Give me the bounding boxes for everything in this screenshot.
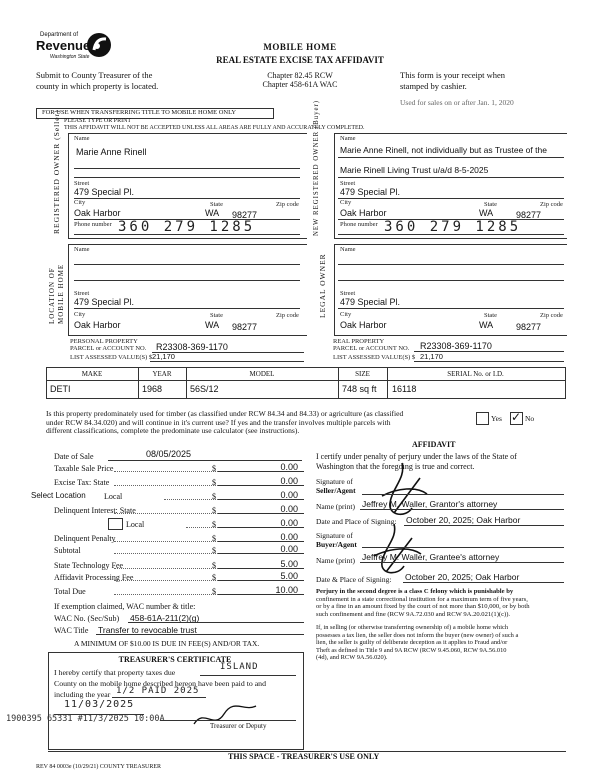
rp-line2: PARCEL or ACCOUNT NO. <box>333 345 410 352</box>
perjury-line3: or by a fine in an amount fixed by the court of not more than $10,000, or by both <box>316 603 530 610</box>
timber-text1: Is this property predominately used for timber (as classified under RCW 84.34 and 84.33) or agriculture (as classified <box>46 409 404 418</box>
year-hand: 1/2 PAID 2025 <box>116 686 200 696</box>
buyer-name-print-label: Name (print) <box>316 556 355 565</box>
sale-row-underline <box>218 527 304 528</box>
seller-zip: 98277 <box>232 210 258 220</box>
date-of-sale: 08/05/2025 <box>146 449 192 459</box>
sale-row-value: 5.00 <box>280 559 298 569</box>
used-for: Used for sales on or after Jan. 1, 2020 <box>400 98 514 107</box>
sale-row-dollar: $ <box>212 534 216 543</box>
legal-city: Oak Harbor <box>340 320 387 330</box>
sale-row-value: 0.00 <box>280 462 298 472</box>
location-zip: 98277 <box>232 322 258 332</box>
legal-state-label: State <box>484 312 497 319</box>
submit-line2: county in which property is located. <box>36 81 159 91</box>
sale-row-value: 0.00 <box>280 490 298 500</box>
perjury-line4: such confinement and fine (RCW 9A.72.030 and RCW 9A.20.021(1)(c)). <box>316 610 511 618</box>
legal-city-label: City <box>340 311 352 318</box>
sale-row-dollar: $ <box>212 573 216 582</box>
sale-row-label: Total Due <box>54 587 86 596</box>
chapter2: Chapter 458-61A WAC <box>262 80 338 89</box>
dept-line3: Washington State <box>50 54 90 60</box>
sale-row-underline <box>218 541 304 542</box>
buyer-phone-label: Phone number <box>340 221 378 228</box>
seller-street: 479 Special Pl. <box>74 187 135 197</box>
col-serial: SERIAL No. or I.D. <box>447 370 504 378</box>
sale-row-dollar: $ <box>212 506 216 515</box>
perjury-line2: confinement in a state correctional institution for a maximum term of five years, <box>316 595 528 603</box>
location-street-label: Street <box>74 290 90 297</box>
sale-row-value: 0.00 <box>280 532 298 542</box>
dept-line1: Department of <box>40 32 79 38</box>
lien-line2: possesses a tax lien, the seller does not inform the buyer (new owner) of such a <box>316 631 519 639</box>
seller-phone-label: Phone number <box>74 221 112 228</box>
lien-line3: lien, the seller is guilty of deliberate deception as it applies to Fraud and/or <box>316 639 508 646</box>
seller-name-label: Name <box>74 135 90 142</box>
lien-line1: If, in selling (or otherwise transferring ownership of) a mobile home which <box>316 624 509 631</box>
sale-row-dollar: $ <box>212 546 216 555</box>
sale-row-dollar: $ <box>212 520 216 529</box>
legal-state: WA <box>479 320 494 330</box>
location-state-label: State <box>210 312 223 319</box>
sale-row-label: Taxable Sale Price <box>54 464 114 473</box>
buyer-zip: 98277 <box>516 210 542 220</box>
cashier-stamp: 1900395 65331 #11/3/2025 10:00A <box>6 714 165 724</box>
buyer-city: Oak Harbor <box>340 208 387 218</box>
treasurer-title: TREASURER'S CERTIFICATE <box>118 655 232 664</box>
new-owner-label: NEW REGISTERED OWNER (Buyer) <box>313 99 320 236</box>
receipt-note <box>400 70 514 108</box>
buyer-street-label: Street <box>340 180 356 187</box>
county-hand: ISLAND <box>220 662 259 672</box>
use-when-text: FOR USE WHEN TRANSFERRING TITLE TO MOBILE HOME ONLY <box>42 108 237 116</box>
treasurer-text1: I hereby certify that property taxes due <box>54 668 176 677</box>
reg-owner-label: REGISTERED OWNER (Seller) <box>52 109 61 234</box>
submit-line1: Submit to County Treasurer of the <box>36 70 153 80</box>
sale-row-value: 10.00 <box>275 585 298 595</box>
sale-row-underline <box>218 471 304 472</box>
sale-row-value: 0.00 <box>280 518 298 528</box>
dept-line2: Revenue <box>36 38 91 53</box>
yes-label: Yes <box>491 414 502 423</box>
pp-assessed: 21,170 <box>152 352 175 361</box>
legal-name-label: Name <box>340 246 356 253</box>
seller-state: WA <box>205 208 220 218</box>
location-zip-label: Zip code <box>276 312 299 319</box>
buyer-name-line2: Marie Rinell Living Trust u/a/d 8-5-2025 <box>340 165 489 175</box>
pp-assessed-label: LIST ASSESSED VALUE(S) $ <box>70 354 153 361</box>
buyer-name-line1: Marie Anne Rinell, not individually but as Trustee of the <box>340 145 547 155</box>
sale-row-dollar: $ <box>212 561 216 570</box>
cell-make: DETI <box>50 384 71 394</box>
date-place-label: Date and Place of Signing: <box>316 517 397 526</box>
seller-phone: 360 279 1285 <box>118 219 256 235</box>
cell-year: 1968 <box>142 384 163 394</box>
dor-logo <box>36 28 116 68</box>
pp-line1: PERSONAL PROPERTY <box>70 338 138 345</box>
timber-text2: under RCW 84.34.020) and will continue in it's current use? If yes and the transfer involves multiple parcels with <box>46 417 391 427</box>
cell-size: 748 sq ft <box>342 384 377 394</box>
perjury-text <box>316 588 530 618</box>
location-name-label: Name <box>74 246 90 253</box>
legal-zip-label: Zip code <box>540 312 563 319</box>
title-line1: MOBILE HOME <box>263 42 337 52</box>
buyer-phone: 360 279 1285 <box>384 219 522 235</box>
affidavit-title: AFFIDAVIT <box>412 440 456 449</box>
legal-owner-label: LEGAL OWNER <box>318 253 327 318</box>
seller-name-print-label: Name (print) <box>316 502 355 511</box>
sale-row-dollar: $ <box>212 478 216 487</box>
sale-row-label: Subtotal <box>54 546 81 555</box>
location-city: Oak Harbor <box>74 320 121 330</box>
sale-row-underline <box>218 553 304 554</box>
form-title <box>210 42 390 89</box>
buyer-state-label: State <box>484 201 497 208</box>
seller-name: Marie Anne Rinell <box>76 147 147 157</box>
sale-row-label: Excise Tax: State <box>54 478 110 487</box>
treasurer-text3: including the year <box>54 690 111 699</box>
treasurer-deputy-label: Treasurer or Deputy <box>210 722 267 730</box>
timber-text3: different classifications, complete the predominate use calculator (see instructions). <box>46 426 300 435</box>
sale-row-label: State Technology Fee <box>54 561 124 570</box>
sale-row-dollar: $ <box>212 587 216 596</box>
rp-number: R23308-369-1170 <box>420 341 492 351</box>
cell-serial: 16118 <box>392 384 417 394</box>
wac-no: 458-61A-211(2)(g) <box>130 613 200 623</box>
seller-street-label: Street <box>74 180 90 187</box>
footer-rev: REV 84 0003e (10/29/21) COUNTY TREASURER <box>36 764 162 770</box>
sale-row-label: Delinquent Penalty <box>54 534 116 543</box>
location-label: LOCATION OF MOBILE HOME <box>48 263 65 324</box>
sig-seller-line2: Seller/Agent <box>316 486 356 495</box>
certify-line1: I certify under penalty of perjury under the laws of the State of <box>316 452 517 461</box>
buyer-state: WA <box>479 208 494 218</box>
sale-row-value: 5.00 <box>280 571 298 581</box>
chapter1: Chapter 82.45 RCW <box>267 71 333 80</box>
minimum-note: A MINIMUM OF $10.00 IS DUE IN FEE(S) AND/OR TAX. <box>74 639 260 648</box>
sale-row-underline <box>218 513 304 514</box>
sig-buyer-line2: Buyer/Agent <box>316 540 357 549</box>
rp-line1: REAL PROPERTY <box>333 338 385 345</box>
sale-row-label: Local <box>104 492 123 501</box>
lien-line4: Theft as defined in Title 9 and 9A RCW (RCW 9.45.060, RCW 9A.56.010 <box>316 646 507 654</box>
col-year: YEAR <box>152 370 172 378</box>
lien-text <box>316 624 518 662</box>
sale-row-value: 0.00 <box>280 476 298 486</box>
legal-street-label: Street <box>340 290 356 297</box>
wac-no-label: WAC No. (Sec/Sub) <box>54 614 120 623</box>
submit-note <box>36 70 158 92</box>
seller-print-name: Jeffrey M. Waller, Grantor's attorney <box>362 499 498 509</box>
wac-title: Transfer to revocable trust <box>98 625 197 635</box>
sale-row-underline <box>218 594 304 595</box>
buyer-street: 479 Special Pl. <box>340 187 401 197</box>
sig-buyer-line1: Signature of <box>316 531 353 540</box>
date-hand: 11/03/2025 <box>64 699 135 710</box>
seller-zip-label: Zip code <box>276 201 299 208</box>
buyer-city-label: City <box>340 199 352 206</box>
sig-buyer-label <box>316 531 357 549</box>
select-location[interactable]: Select Location <box>31 491 86 500</box>
location-street: 479 Special Pl. <box>74 297 135 307</box>
no-check-mark: ✓ <box>511 410 522 424</box>
seller-city-label: City <box>74 199 86 206</box>
sale-row-dollar: $ <box>212 464 216 473</box>
pp-line2: PARCEL or ACCOUNT NO. <box>70 345 147 352</box>
cell-model: 56S/12 <box>190 384 219 394</box>
lien-line5: (4d), and RCW 9A.56.020). <box>316 654 388 661</box>
sale-row-value: 0.00 <box>280 504 298 514</box>
local-select-box[interactable] <box>108 518 123 530</box>
rp-assessed: 21,170 <box>420 352 443 361</box>
treasurer-text2: County on the mobile home described hereon have been paid to and <box>54 679 266 688</box>
date-place2-label: Date & Place of Signing: <box>316 575 392 584</box>
location-city-label: City <box>74 311 86 318</box>
sig-seller-line1: Signature of <box>316 477 353 486</box>
not-accepted: THIS AFFIDAVIT WILL NOT BE ACCEPTED UNLESS ALL AREAS ARE FULLY AND ACCURATELY COMPLETED. <box>64 125 365 131</box>
col-model: MODEL <box>249 370 275 378</box>
sale-row-value: 0.00 <box>280 544 298 554</box>
date-of-sale-label: Date of Sale <box>54 452 94 461</box>
wac-title-label: WAC Title <box>54 626 89 635</box>
title-line2: REAL ESTATE EXCISE TAX AFFIDAVIT <box>216 55 384 65</box>
sale-row-underline <box>218 485 304 486</box>
exemption-label: If exemption claimed, WAC number & title: <box>54 602 196 611</box>
col-size: SIZE <box>355 370 370 378</box>
pp-number: R23308-369-1170 <box>156 342 228 352</box>
buyer-zip-label: Zip code <box>540 201 563 208</box>
seller-date-place: October 20, 2025; Oak Harbor <box>406 515 521 525</box>
sale-row-label: Local <box>126 520 145 529</box>
location-state: WA <box>205 320 220 330</box>
sale-row-label: Delinquent Interest: State <box>54 506 136 515</box>
receipt-line2: stamped by cashier. <box>400 81 467 91</box>
certify-line2: Washington that the foregoing is true and correct. <box>316 461 475 471</box>
sale-row-underline <box>218 580 304 581</box>
sale-row-underline <box>218 499 304 500</box>
seller-state-label: State <box>210 201 223 208</box>
sale-row-dollar: $ <box>212 492 216 501</box>
no-label: No <box>525 414 535 423</box>
legal-street: 479 Special Pl. <box>340 297 401 307</box>
sale-row-label: Affidavit Processing Fee <box>54 573 134 582</box>
timber-question <box>46 410 403 436</box>
yes-checkbox[interactable] <box>476 412 489 425</box>
sale-row-underline <box>218 568 304 569</box>
buyer-date-place: October 20, 2025; Oak Harbor <box>405 572 520 582</box>
receipt-line1: This form is your receipt when <box>400 70 506 80</box>
treasurer-use-only: THIS SPACE - TREASURER'S USE ONLY <box>228 752 380 761</box>
perjury-line1: Perjury in the second degree is a class C felony which is punishable by <box>316 588 514 595</box>
sig-seller-label <box>316 477 356 495</box>
type-print: PLEASE TYPE OR PRINT <box>64 118 132 124</box>
buyer-print-name: Jeffrey M. Waller, Grantee's attorney <box>362 552 500 562</box>
seller-city: Oak Harbor <box>74 208 121 218</box>
rp-assessed-label: LIST ASSESSED VALUE(S) $ <box>333 354 416 361</box>
col-make: MAKE <box>81 370 103 378</box>
legal-zip: 98277 <box>516 322 542 332</box>
buyer-name-label: Name <box>340 135 356 142</box>
